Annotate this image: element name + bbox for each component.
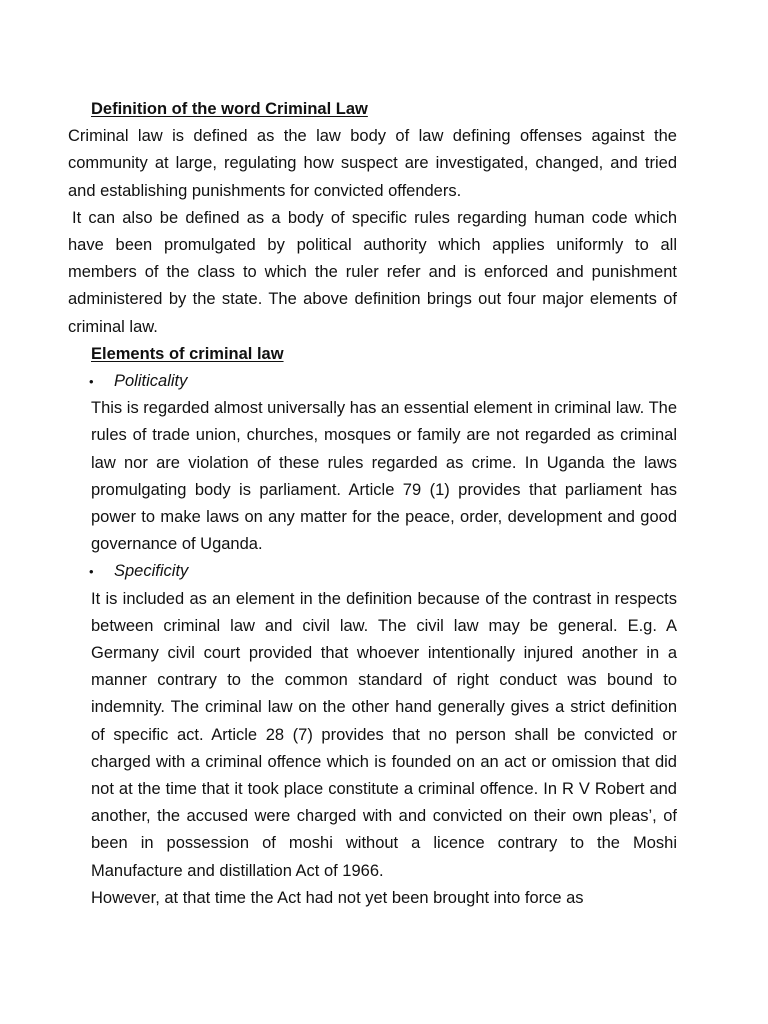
- bullet-item-specificity: [89, 558, 677, 585]
- bullet-label-specificity: Specificity: [114, 562, 189, 581]
- paragraph-specificity: It is included as an element in the definition because of the contrast in respects between criminal law and civil law. The civil law may be general. E.g. A Germany civil court provided that whoever intentionally injured another in a manner contrary to the common standard of right conduct was bound to indemnity. The criminal law on the other hand generally gives a strict definition of specific act. Article 28 (7) provides that no person shall be convicted or charged with a criminal offence which is founded on an act or omission that did not at the time that it took place constitute a criminal offence. In R V Robert and another, the accused were charged with and convicted on their own pleas’, of been in possession of moshi without a licence contrary to the Moshi Manufacture and distillation Act of 1966.: [91, 589, 677, 880]
- heading-elements: Elements of criminal law: [91, 344, 284, 363]
- paragraph-continuation: However, at that time the Act had not yet been brought into force as: [91, 888, 584, 907]
- bullet-label-politicality: Politicality: [114, 372, 188, 391]
- bullet-item-politicality: [89, 368, 677, 395]
- bullet-icon: •: [89, 374, 94, 390]
- paragraph-politicality: This is regarded almost universally has an essential element in criminal law. The rules of trade union, churches, mosques or family are not regarded as criminal law nor are violation of these rules regarded as crime. In Uganda the laws promulgating body is parliament. Article 79 (1) provides that parliament has power to make laws on any matter for the peace, order, development and good governance of Uganda.: [91, 399, 677, 554]
- paragraph-definition: Criminal law is defined as the law body of law defining offenses against the community at large, regulating how suspect are investigated, changed, and tried and establishing punishments for convicted offenders.: [68, 127, 677, 200]
- document-body: [68, 96, 677, 912]
- paragraph-alternate-definition: It can also be defined as a body of specific rules regarding human code which have been promulgated by political authority which applies uniformly to all members of the class to which the ruler refer and is enforced and punishment administered by the state. The above definition brings out four major elements of criminal law.: [68, 208, 677, 336]
- bullet-icon: •: [89, 564, 94, 580]
- heading-definition: Definition of the word Criminal Law: [91, 100, 368, 118]
